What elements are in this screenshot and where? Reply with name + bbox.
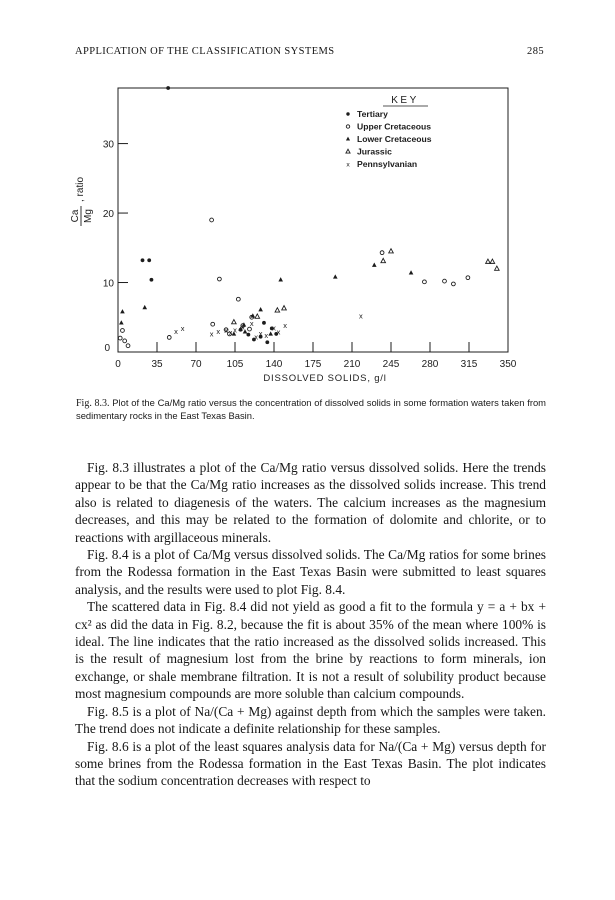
x-tick-label: 315: [460, 359, 478, 370]
data-point-triangle: [258, 307, 263, 311]
data-point-x: x: [272, 323, 276, 333]
page-number: 285: [527, 46, 544, 57]
x-tick-label: 245: [382, 359, 400, 370]
data-point-triangle: [142, 305, 147, 309]
x-tick-label: 210: [343, 359, 361, 370]
y-axis-label: [70, 177, 94, 226]
data-point-circle: [466, 276, 470, 280]
data-point-x: x: [276, 327, 281, 337]
plot-labels: [70, 177, 387, 384]
data-point-dot: [141, 258, 145, 262]
data-point-x: x: [180, 323, 185, 333]
scatter-plot: [0, 0, 615, 400]
data-point-x: x: [359, 311, 363, 321]
data-point-triangle: [278, 277, 283, 281]
y-label-denominator: Mg: [83, 209, 94, 223]
data-point-open-triangle: [389, 249, 394, 253]
plot-border: [118, 88, 508, 352]
origin-label: 0: [104, 343, 110, 354]
paragraph: The scattered data in Fig. 8.4 did not yield as good a fit to the formula y = a + bx + cx² as did the data in Fig. 8.2, because the fit is about 35% of the mean where 100% is ideal. The line indicates that the ratio increased as the dissolved solids increased. This is the result of magnesium lost from the brine by reactions to form minerals, ion exchange, or shale membrane filtration. It is not a result of solubility product because most magnesium compounds are more soluble than calcium compounds.: [75, 599, 546, 702]
data-point-open-triangle: [255, 314, 260, 318]
y-label-suffix: , ratio: [75, 176, 86, 202]
x-tick-label: 70: [190, 359, 202, 370]
data-point-circle: [443, 279, 447, 283]
data-point-x: x: [283, 321, 288, 331]
figure-caption: [76, 397, 546, 422]
data-point-circle: [167, 336, 171, 340]
data-point-circle: [121, 329, 125, 333]
data-point-open-triangle: [275, 308, 280, 312]
plot-marks: [118, 86, 499, 348]
legend-symbol-triangle: [346, 137, 350, 141]
caption-label: Fig. 8.3.: [76, 398, 110, 409]
plot-ticks: [103, 140, 517, 370]
data-point-circle: [236, 297, 240, 301]
data-point-x: x: [233, 325, 237, 335]
data-point-dot: [150, 278, 154, 282]
data-point-open-triangle: [486, 259, 491, 263]
data-point-triangle: [372, 263, 377, 267]
running-title: APPLICATION OF THE CLASSIFICATION SYSTEMS: [75, 46, 335, 57]
data-point-circle: [210, 218, 214, 222]
data-point-open-triangle: [232, 320, 237, 324]
body-text: [75, 459, 546, 790]
data-point-circle: [123, 339, 127, 343]
data-point-dot: [262, 321, 266, 325]
plot-legend: [346, 95, 432, 169]
x-tick-label: 0: [115, 359, 121, 370]
legend-title: KEY: [391, 95, 419, 106]
data-point-triangle: [333, 274, 338, 278]
legend-symbol-circle: [346, 125, 349, 128]
paragraph: Fig. 8.3 illustrates a plot of the Ca/Mg ratio versus dissolved solids. Here the trends appear to be that the Ca/Mg ratio increases as the dissolved solids increase. This trend also is related to diagenesis of the waters. The calcium increases as the magnesium decreases, and this may be related to the formation of dolomite and chlorite, or to reactions with argillaceous minerals.: [75, 460, 546, 545]
data-point-circle: [126, 344, 130, 348]
y-label-numerator: Ca: [70, 209, 81, 223]
data-point-circle: [452, 282, 456, 286]
data-point-circle: [218, 277, 222, 281]
y-tick-label: 10: [102, 278, 114, 290]
data-point-open-triangle: [381, 258, 386, 262]
data-point-x: x: [224, 326, 228, 336]
data-point-open-triangle: [282, 306, 287, 310]
data-point-circle: [118, 336, 122, 340]
x-tick-label: 105: [226, 359, 244, 370]
data-point-x: x: [240, 322, 245, 332]
data-point-x: x: [264, 330, 269, 340]
data-point-x: x: [258, 328, 263, 338]
data-point-triangle: [120, 309, 125, 313]
data-point-circle: [423, 280, 427, 284]
legend-label: Upper Cretaceous: [357, 121, 432, 132]
x-tick-label: 350: [499, 359, 517, 370]
paragraph: Fig. 8.4 is a plot of Ca/Mg versus dissolved solids. The Ca/Mg ratios for some brines from the Rodessa formation in the East Texas Basin were submitted to least squares analysis, and the results were used to plot Fig. 8.4.: [75, 547, 546, 597]
data-point-x: x: [249, 319, 254, 329]
data-point-x: x: [216, 326, 221, 336]
plot-frame: [118, 88, 508, 352]
data-point-dot: [265, 340, 269, 344]
data-point-x: x: [254, 332, 259, 342]
legend-label: Pennsylvanian: [357, 159, 418, 169]
legend-symbol-dot: [346, 112, 349, 115]
x-tick-label: 175: [304, 359, 322, 370]
y-tick-label: 30: [102, 139, 114, 151]
legend-label: Lower Cretaceous: [357, 134, 432, 144]
legend-label: Tertiary: [357, 109, 388, 119]
data-point-dot: [147, 258, 151, 262]
data-point-open-triangle: [490, 259, 495, 263]
data-point-x: x: [228, 328, 233, 338]
data-point-dot: [166, 86, 170, 90]
data-point-x: x: [174, 326, 178, 336]
data-point-triangle: [119, 320, 124, 324]
y-tick-label: 20: [102, 209, 114, 221]
data-point-triangle: [409, 270, 414, 274]
x-axis-label: DISSOLVED SOLIDS, g/l: [263, 373, 387, 384]
legend-symbol-open-triangle: [346, 149, 350, 153]
caption-text: Plot of the Ca/Mg ratio versus the concentration of dissolved solids in some formation waters taken from sedimentary rocks in the East Texas Basin.: [76, 397, 546, 422]
data-point-x: x: [209, 329, 214, 339]
data-point-circle: [211, 322, 215, 326]
legend-label: Jurassic: [357, 146, 392, 157]
x-tick-label: 35: [151, 359, 163, 370]
x-tick-label: 140: [265, 359, 283, 370]
x-tick-label: 280: [421, 359, 439, 370]
data-point-circle: [380, 251, 384, 255]
data-point-open-triangle: [495, 266, 500, 270]
legend-symbol-x: x: [346, 161, 350, 169]
paragraph: Fig. 8.5 is a plot of Na/(Ca + Mg) against depth from which the samples were taken. The trend does not indicate a definite relationship for these samples.: [75, 703, 546, 737]
paragraph: Fig. 8.6 is a plot of the least squares analysis data for Na/(Ca + Mg) versus depth for some brines from the Rodessa formation in the East Texas Basin. The plot indicates that the sodium concentration decreases with respect to: [75, 738, 546, 789]
